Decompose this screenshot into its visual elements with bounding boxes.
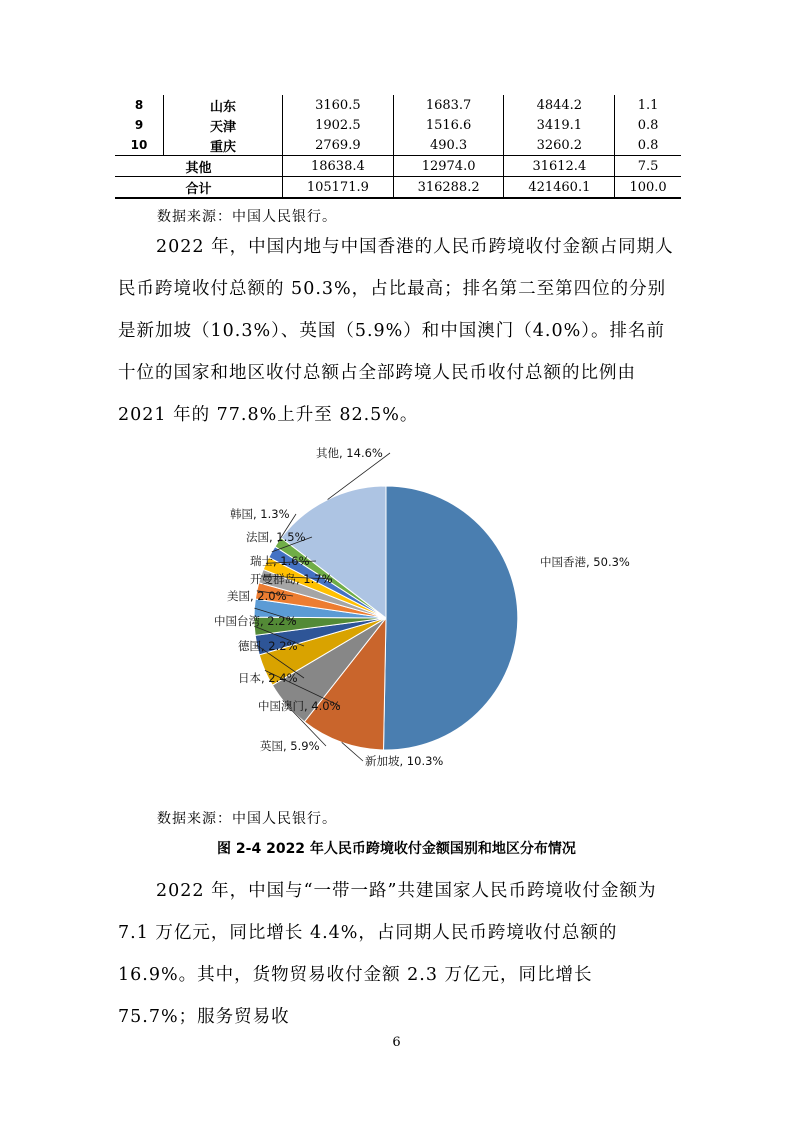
slice-label: 开曼群岛, 1.7%	[250, 572, 333, 586]
value-cell: 1683.7	[393, 95, 504, 115]
value-cell: 490.3	[393, 135, 504, 156]
table-row-other	[115, 156, 681, 177]
region-cell: 重庆	[164, 135, 283, 156]
value-cell: 4844.2	[504, 95, 615, 115]
table-row-total	[115, 177, 681, 199]
body-paragraph	[118, 226, 678, 436]
value-cell: 31612.4	[504, 156, 615, 177]
figure-caption: 图 2-4 2022 年人民币跨境收付金额国别和地区分布情况	[217, 841, 576, 857]
slice-label: 中国香港, 50.3%	[540, 555, 630, 569]
share-cell: 0.8	[615, 135, 681, 156]
slice-label: 德国, 2.2%	[238, 639, 298, 653]
rank-cell: 10	[115, 135, 164, 156]
data-table	[115, 95, 681, 199]
other-label: 其他	[115, 156, 283, 177]
slice-label: 其他, 14.6%	[316, 446, 383, 460]
share-cell: 7.5	[615, 156, 681, 177]
share-cell: 0.8	[615, 115, 681, 135]
table-row	[115, 95, 681, 115]
share-cell: 100.0	[615, 177, 681, 199]
slice-label: 瑞士, 1.6%	[250, 554, 310, 568]
value-cell: 105171.9	[283, 177, 394, 199]
value-cell: 12974.0	[393, 156, 504, 177]
source-note: 数据来源：中国人民银行。	[157, 209, 337, 225]
value-cell: 3419.1	[504, 115, 615, 135]
value-cell: 18638.4	[283, 156, 394, 177]
table-row	[115, 135, 681, 156]
region-cell: 天津	[164, 115, 283, 135]
slice-label: 韩国, 1.3%	[230, 507, 290, 521]
value-cell: 1902.5	[283, 115, 394, 135]
region-cell: 山东	[164, 95, 283, 115]
value-cell: 1516.6	[393, 115, 504, 135]
share-cell: 1.1	[615, 95, 681, 115]
pie-chart	[110, 435, 670, 780]
table-row	[115, 115, 681, 135]
slice-label: 中国台湾, 2.2%	[214, 614, 297, 628]
pie-slice	[384, 486, 518, 750]
rank-cell: 9	[115, 115, 164, 135]
value-cell: 3160.5	[283, 95, 394, 115]
paragraph-text: 2022 年，中国内地与中国香港的人民币跨境收付金额占同期人民币跨境收付总额的 50.3%，占比最高；排名第二至第四位的分别是新加坡（10.3%）、英国（5.9%）和中国澳门（4.0%）。排名前十位的国家和地区收付总额占全部跨境人民币收付总额的比例由 2021 年的 77.8%上升至 82.5%。	[118, 237, 674, 425]
paragraph-text: 2022 年，中国与“一带一路”共建国家人民币跨境收付金额为 7.1 万亿元，同比增长 4.4%，占同期人民币跨境收付总额的 16.9%。其中，货物贸易收付金额 2.3 万亿元，同比增长 75.7%；服务贸易收	[118, 881, 657, 1027]
rank-cell: 8	[115, 95, 164, 115]
value-cell: 316288.2	[393, 177, 504, 199]
value-cell: 3260.2	[504, 135, 615, 156]
total-label: 合计	[115, 177, 283, 199]
value-cell: 421460.1	[504, 177, 615, 199]
slice-label: 日本, 2.4%	[238, 671, 298, 685]
slice-label: 中国澳门, 4.0%	[258, 699, 341, 713]
value-cell: 2769.9	[283, 135, 394, 156]
source-note: 数据来源：中国人民银行。	[157, 811, 337, 827]
slice-label: 法国, 1.5%	[246, 530, 306, 544]
body-paragraph	[118, 870, 678, 1038]
page-number: 6	[392, 1035, 401, 1050]
slice-label: 英国, 5.9%	[260, 739, 320, 753]
slice-label: 新加坡, 10.3%	[365, 754, 444, 768]
slice-label: 美国, 2.0%	[227, 589, 287, 603]
